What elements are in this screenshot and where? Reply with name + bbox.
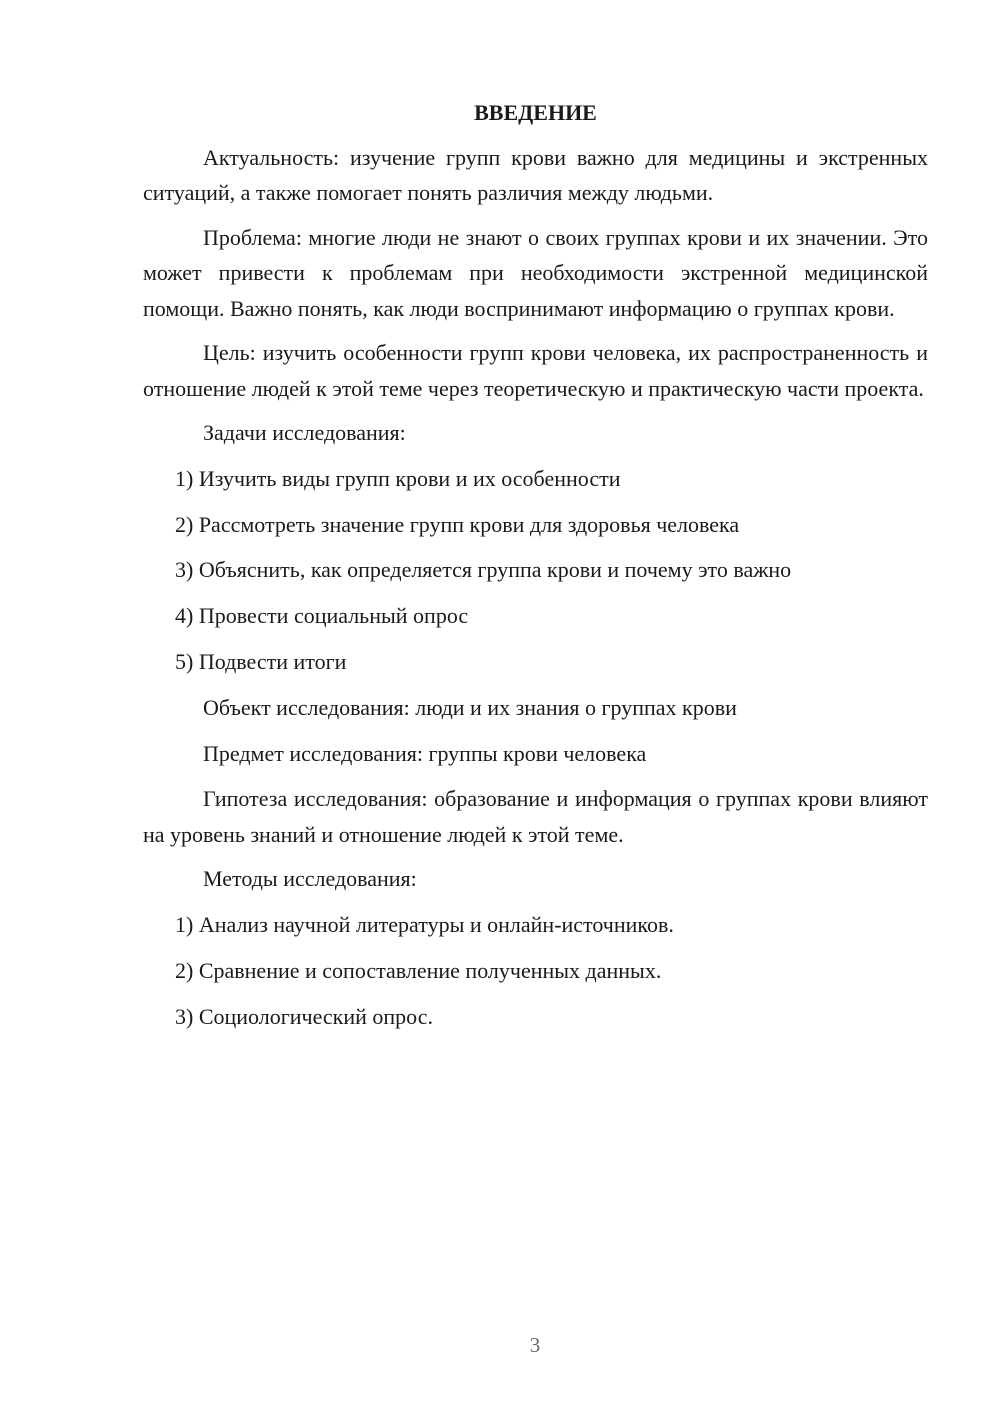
methods-title: Методы исследования:	[203, 866, 417, 892]
method-item: 1) Анализ научной литературы и онлайн-источников.	[175, 912, 674, 938]
section-heading: ВВЕДЕНИЕ	[474, 100, 597, 125]
research-object: Объект исследования: люди и их знания о группах крови	[203, 694, 737, 720]
goal-paragraph: Цель: изучить особенности групп крови человека, их распространенность и отношение людей к этой теме через теоретическую и практическую части проекта.	[143, 340, 928, 401]
page-number: 3	[529, 1333, 541, 1357]
task-item: 1) Изучить виды групп крови и их особенности	[175, 465, 621, 491]
page-content	[143, 95, 928, 1045]
method-item: 2) Сравнение и сопоставление полученных данных.	[175, 957, 662, 983]
task-item: 2) Рассмотреть значение групп крови для здоровья человека	[175, 511, 740, 537]
tasks-title: Задачи исследования:	[203, 420, 406, 445]
task-item: 5) Подвести итоги	[175, 648, 347, 674]
task-item: 4) Провести социальный опрос	[175, 603, 469, 629]
relevance-paragraph: Актуальность: изучение групп крови важно для медицины и экстренных ситуаций, а также помогает понять различия между людьми.	[143, 144, 928, 205]
method-item: 3) Социологический опрос.	[175, 1003, 433, 1029]
research-subject: Предмет исследования: группы крови человека	[203, 740, 647, 766]
hypothesis-paragraph: Гипотеза исследования: образование и информация о группах крови влияют на уровень знаний и отношение людей к этой теме.	[143, 786, 928, 847]
problem-paragraph: Проблема: многие люди не знают о своих группах крови и их значении. Это может привести к проблемам при необходимости экстренной медицинской помощи. Важно понять, как люди воспринимают информацию о группах крови.	[143, 224, 928, 321]
task-item: 3) Объяснить, как определяется группа крови и почему это важно	[175, 557, 792, 583]
